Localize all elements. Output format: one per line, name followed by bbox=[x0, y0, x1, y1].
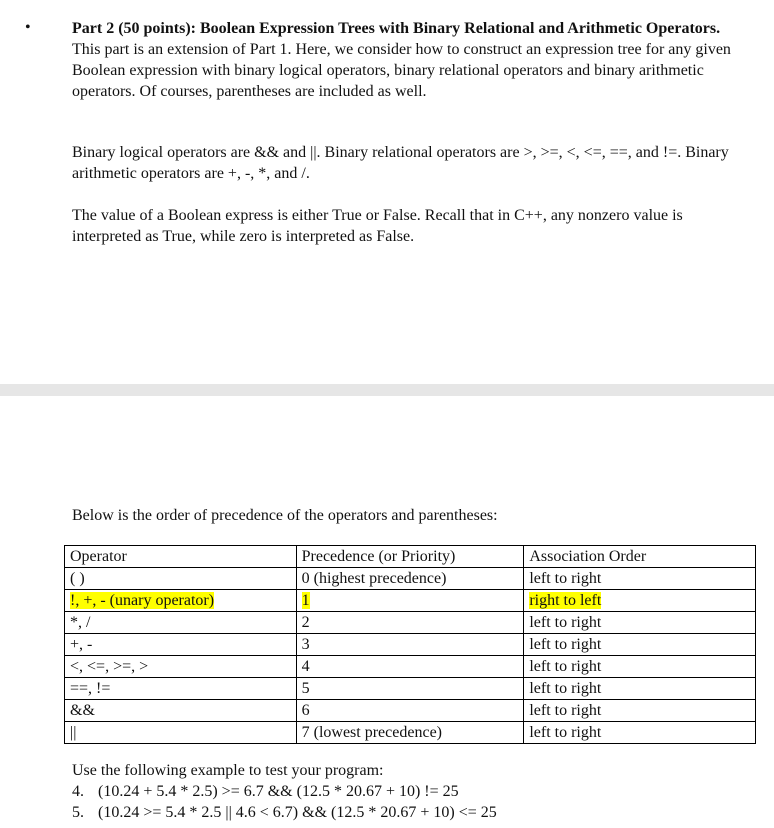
test-examples bbox=[72, 760, 752, 823]
list-item bbox=[72, 802, 752, 823]
precedence-cell: 6 bbox=[296, 700, 524, 722]
header-operator: Operator bbox=[65, 546, 297, 568]
table-row bbox=[65, 656, 756, 678]
page-divider bbox=[0, 384, 774, 396]
operator-cell: +, - bbox=[65, 634, 297, 656]
table-row bbox=[65, 612, 756, 634]
bullet-icon: • bbox=[25, 19, 31, 36]
operator-cell: && bbox=[65, 700, 297, 722]
precedence-cell: 3 bbox=[296, 634, 524, 656]
test-intro: Use the following example to test your program: bbox=[72, 762, 384, 779]
table-row bbox=[65, 634, 756, 656]
list-item bbox=[72, 781, 752, 802]
precedence-cell: 4 bbox=[296, 656, 524, 678]
precedence-cell: 1 bbox=[296, 590, 524, 612]
operator-cell: !, +, - (unary operator) bbox=[65, 590, 297, 612]
precedence-cell: 2 bbox=[296, 612, 524, 634]
operator-cell: || bbox=[65, 722, 297, 744]
operator-cell: *, / bbox=[65, 612, 297, 634]
association-cell: left to right bbox=[524, 612, 756, 634]
document-page-top bbox=[0, 0, 774, 384]
table-header-row bbox=[65, 546, 756, 568]
association-cell: right to left bbox=[524, 590, 756, 612]
table-row bbox=[65, 678, 756, 700]
part2-heading: Part 2 (50 points): Boolean Expression Trees with Binary Relational and Arithmetic Operators. bbox=[72, 20, 721, 37]
precedence-table bbox=[64, 545, 756, 744]
test-expression: (10.24 >= 5.4 * 2.5 || 4.6 < 6.7) && (12.5 * 20.67 + 10) <= 25 bbox=[98, 804, 497, 821]
test-expression: (10.24 + 5.4 * 2.5) >= 6.7 && (12.5 * 20.67 + 10) != 25 bbox=[98, 783, 459, 800]
operator-cell: <, <=, >=, > bbox=[65, 656, 297, 678]
table-row bbox=[65, 590, 756, 612]
association-cell: left to right bbox=[524, 568, 756, 590]
operator-cell: ( ) bbox=[65, 568, 297, 590]
operator-cell: ==, != bbox=[65, 678, 297, 700]
value-paragraph: The value of a Boolean express is either True or False. Recall that in C++, any nonzero value is interpreted as True, while zero is interpreted as False. bbox=[72, 207, 683, 245]
test-number: 5. bbox=[72, 804, 84, 821]
table-row bbox=[65, 722, 756, 744]
association-cell: left to right bbox=[524, 700, 756, 722]
test-number: 4. bbox=[72, 783, 84, 800]
association-cell: left to right bbox=[524, 678, 756, 700]
precedence-cell: 7 (lowest precedence) bbox=[296, 722, 524, 744]
header-association: Association Order bbox=[524, 546, 756, 568]
operators-paragraph: Binary logical operators are && and ||. Binary relational operators are >, >=, <, <=, ==, and !=. Binary arithmetic operators are +, -, *, and /. bbox=[72, 144, 729, 182]
precedence-intro: Below is the order of precedence of the operators and parentheses: bbox=[72, 507, 498, 524]
association-cell: left to right bbox=[524, 634, 756, 656]
table-row bbox=[65, 568, 756, 590]
table-row bbox=[65, 700, 756, 722]
part2-description bbox=[72, 18, 742, 102]
part2-heading-body: This part is an extension of Part 1. Here, we consider how to construct an expression tree for any given Boolean expression with binary logical operators, binary relational operators and binary arithmetic operators. Of courses, parentheses are included as well. bbox=[72, 41, 731, 100]
association-cell: left to right bbox=[524, 722, 756, 744]
header-precedence: Precedence (or Priority) bbox=[296, 546, 524, 568]
precedence-cell: 0 (highest precedence) bbox=[296, 568, 524, 590]
association-cell: left to right bbox=[524, 656, 756, 678]
precedence-cell: 5 bbox=[296, 678, 524, 700]
